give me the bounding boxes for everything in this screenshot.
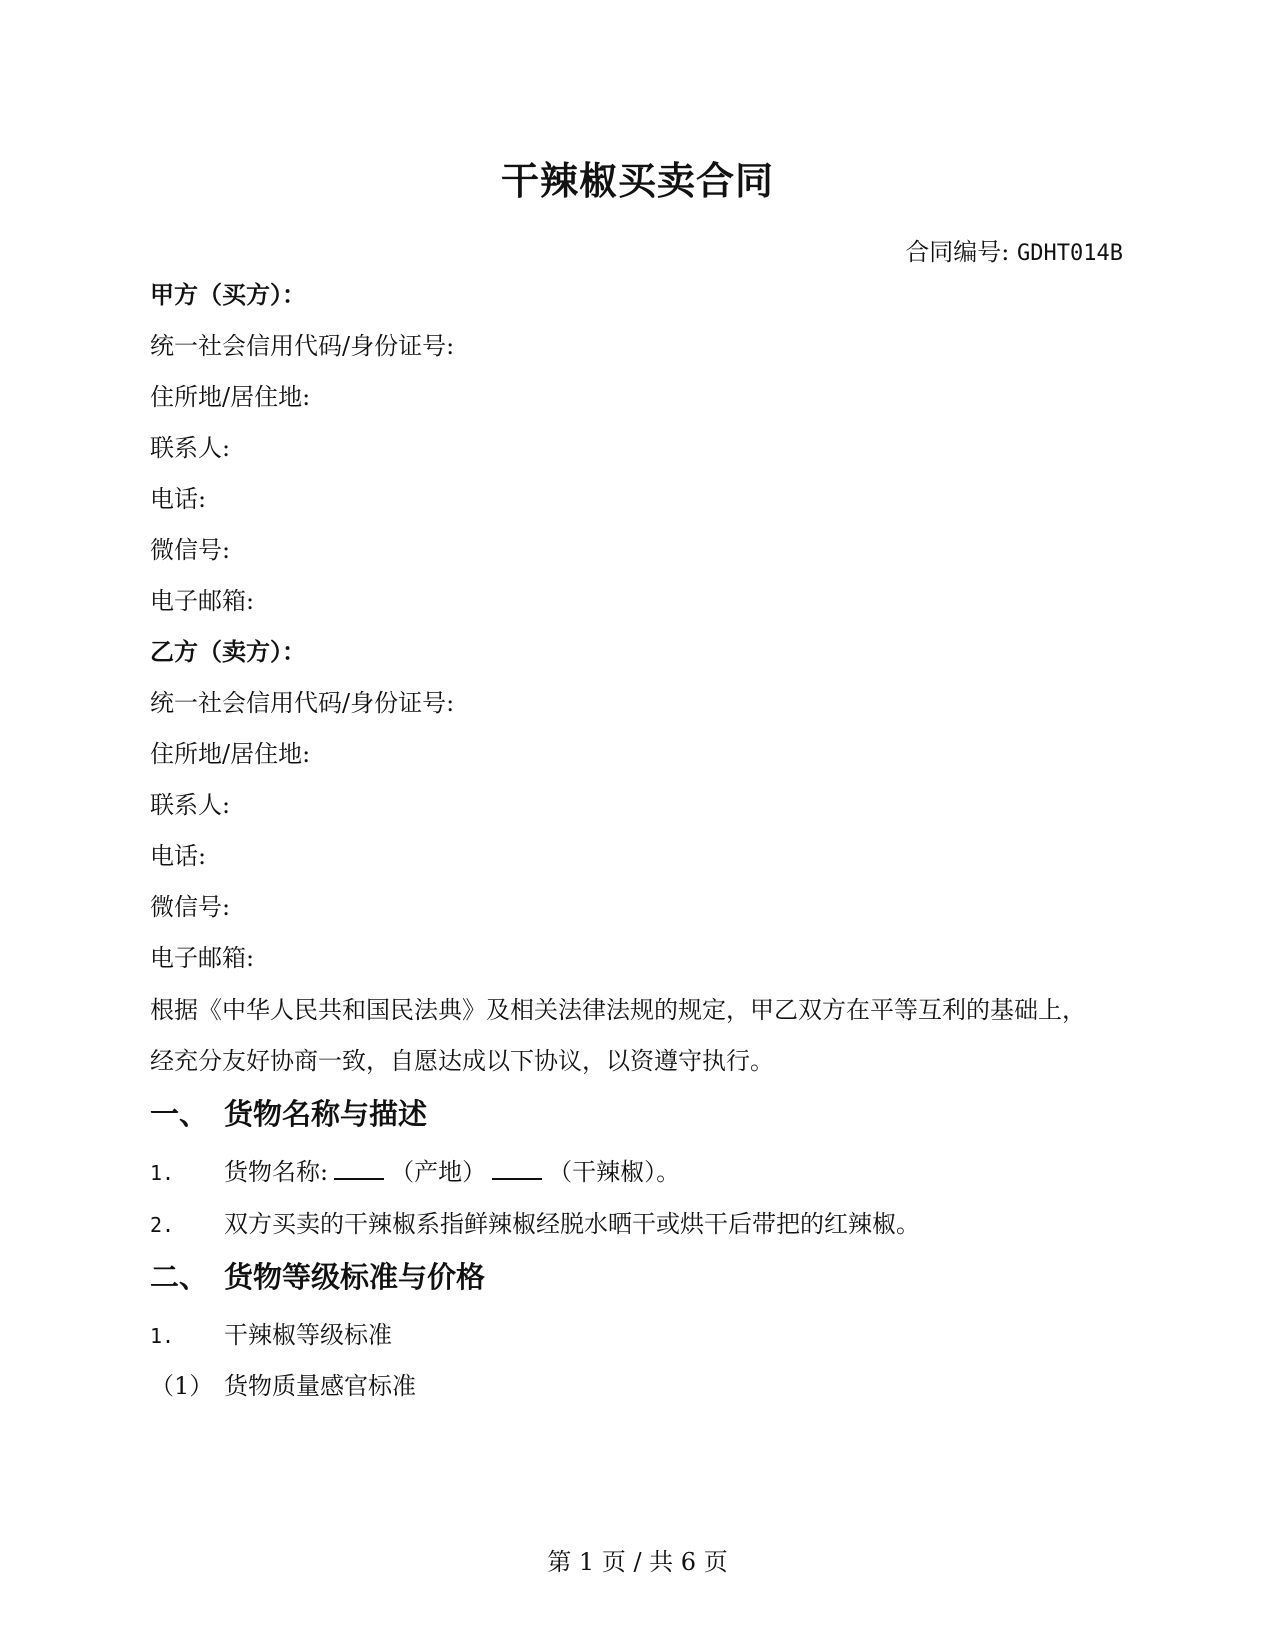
section-title: 货物名称与描述	[224, 1097, 428, 1131]
clause-text: 货物质量感官标准	[224, 1372, 416, 1400]
party-a-field-contact: 联系人:	[150, 434, 231, 462]
preamble-line-2: 经充分友好协商一致，自愿达成以下协议，以资遵守执行。	[150, 1047, 774, 1075]
section-number: 二、	[150, 1260, 209, 1294]
party-b-heading: 乙方（卖方）：	[150, 637, 306, 666]
blank-origin[interactable]	[334, 1156, 384, 1180]
clause-text-chili: （干辣椒）。	[548, 1158, 681, 1186]
clause-text-goods-name: 货物名称:	[224, 1158, 329, 1186]
clause-text-origin: （产地）	[390, 1158, 487, 1186]
party-b-field-address: 住所地/居住地:	[150, 740, 311, 768]
blank-variety[interactable]	[492, 1156, 542, 1180]
contract-number-label: 合同编号:	[905, 238, 1010, 266]
page-footer: 第 1 页 / 共 6 页	[547, 1548, 728, 1576]
party-b-field-contact: 联系人:	[150, 791, 231, 819]
contract-number-value: GDHT014B	[1017, 241, 1123, 266]
clause-2-1-1	[150, 1366, 416, 1401]
clause-text: 双方买卖的干辣椒系指鲜辣椒经脱水晒干或烘干后带把的红辣椒。	[224, 1210, 920, 1238]
party-a-heading: 甲方（买方）：	[150, 280, 306, 309]
clause-1-2	[150, 1204, 920, 1239]
clause-number: 2.	[150, 1213, 175, 1237]
party-a-field-wechat: 微信号:	[150, 536, 231, 564]
section-number: 一、	[150, 1097, 209, 1131]
clause-2-1	[150, 1315, 392, 1350]
party-a-field-credit-code: 统一社会信用代码/身份证号:	[150, 332, 455, 360]
clause-1-1	[150, 1152, 680, 1187]
party-b-field-phone: 电话:	[150, 842, 207, 870]
party-a-field-phone: 电话:	[150, 485, 207, 513]
clause-number: （1）	[150, 1372, 214, 1400]
party-b-field-email: 电子邮箱:	[150, 944, 255, 972]
section-heading-1	[150, 1092, 427, 1133]
preamble-line-1: 根据《中华人民共和国民法典》及相关法律法规的规定，甲乙双方在平等互利的基础上，	[150, 996, 1086, 1024]
party-b-field-wechat: 微信号:	[150, 893, 231, 921]
party-a-field-address: 住所地/居住地:	[150, 383, 311, 411]
clause-text: 干辣椒等级标准	[224, 1321, 392, 1349]
section-title: 货物等级标准与价格	[224, 1260, 486, 1294]
clause-number: 1.	[150, 1324, 175, 1348]
party-b-field-credit-code: 统一社会信用代码/身份证号:	[150, 689, 455, 717]
document-title: 干辣椒买卖合同	[500, 158, 774, 203]
party-a-field-email: 电子邮箱:	[150, 587, 255, 615]
clause-number: 1.	[150, 1161, 175, 1185]
contract-number	[905, 232, 1123, 267]
section-heading-2	[150, 1255, 485, 1296]
